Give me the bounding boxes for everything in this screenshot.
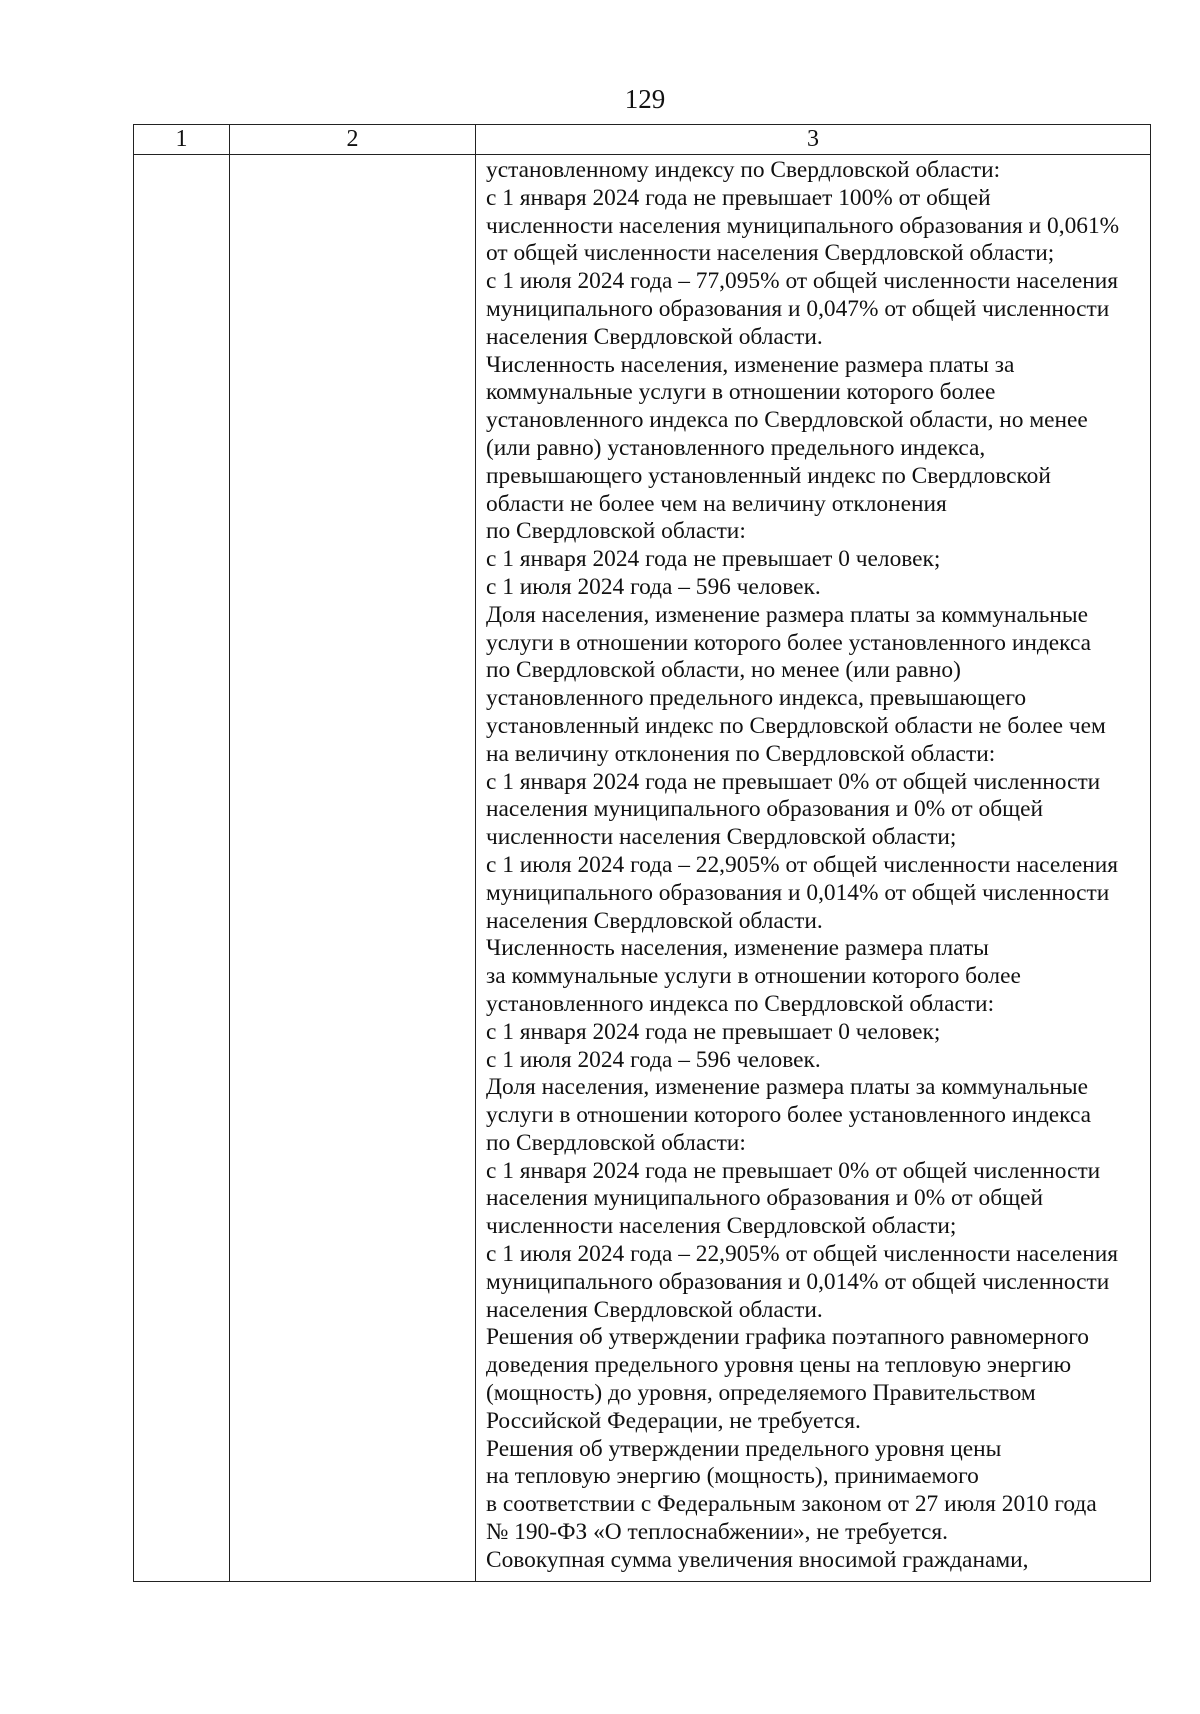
text-line: с 1 июля 2024 года – 77,095% от общей численности населения [486,268,1119,295]
document-table [133,124,1151,1582]
text-line: по Свердловской области: [486,1129,746,1156]
text-line: с 1 января 2024 года не превышает 100% от общей [486,184,991,211]
text-line: области не более чем на величину отклонения [486,490,947,517]
text-line: численности населения муниципального образования и 0,061% [486,212,1120,239]
text-line: № 190-ФЗ «О теплоснабжении», не требуется. [486,1519,948,1546]
text-line: с 1 января 2024 года не превышает 0 человек; [486,1018,941,1045]
text-line: за коммунальные услуги в отношении которого более [486,963,1021,990]
text-line: на тепловую энергию (мощность), принимаемого [486,1463,979,1490]
text-line: (мощность) до уровня, определяемого Правительством [486,1380,1036,1407]
text-line: превышающего установленный индекс по Свердловской [486,462,1051,489]
text-line: по Свердловской области: [486,518,746,545]
text-line: населения муниципального образования и 0% от общей [486,796,1044,823]
text-line: установленному индексу по Свердловской области: [486,157,1001,183]
text-line: на величину отклонения по Свердловской области: [486,740,996,767]
text-line: с 1 января 2024 года не превышает 0% от общей численности [486,1157,1101,1184]
text-line: коммунальные услуги в отношении которого более [486,379,996,406]
text-line: услуги в отношении которого более установленного индекса [486,1102,1092,1129]
text-line: доведения предельного уровня цены на тепловую энергию [486,1352,1072,1379]
text-line: Численность населения, изменение размера платы [486,935,989,962]
text-line: Доля населения, изменение размера платы за коммунальные [486,601,1088,628]
text-line: с 1 июля 2024 года – 22,905% от общей численности населения [486,851,1119,878]
text-line: с 1 июля 2024 года – 22,905% от общей численности населения [486,1241,1119,1268]
text-line: установленного индекса по Свердловской области, но менее [486,407,1088,434]
text-line: от общей численности населения Свердловской области; [486,240,1055,267]
text-line: установленный индекс по Свердловской области не более чем [486,712,1106,739]
table-header-row [134,125,1151,155]
text-line: населения Свердловской области. [486,323,823,350]
column-header-1: 1 [134,125,230,155]
page-number: 129 [624,84,666,114]
text-line: муниципального образования и 0,014% от общей численности [486,879,1110,906]
text-line: Решения об утверждении графика поэтапного равномерного [486,1324,1089,1351]
text-line: с 1 июля 2024 года – 596 человек. [486,1046,821,1073]
column-1-cell [134,155,230,1582]
text-line: с 1 января 2024 года не превышает 0 человек; [486,546,941,573]
text-line: Доля населения, изменение размера платы за коммунальные [486,1074,1088,1101]
text-line: муниципального образования и 0,047% от общей численности [486,295,1110,322]
text-line: (или равно) установленного предельного индекса, [486,434,986,461]
text-line: населения Свердловской области. [486,1296,823,1323]
text-line: муниципального образования и 0,014% от общей численности [486,1268,1110,1295]
text-line: установленного предельного индекса, превышающего [486,685,1027,712]
text-line: с 1 июля 2024 года – 596 человек. [486,573,821,600]
text-line: Российской Федерации, не требуется. [486,1407,861,1434]
column-header-2: 2 [230,125,476,155]
column-header-3: 3 [476,125,1151,155]
column-3-text-cell [476,155,1151,1582]
column-2-cell [230,155,476,1582]
text-line: установленного индекса по Свердловской области: [486,990,995,1017]
text-line: услуги в отношении которого более установленного индекса [486,629,1092,656]
text-line: населения Свердловской области. [486,907,823,934]
text-line: численности населения Свердловской области; [486,824,957,851]
text-line: Совокупная сумма увеличения вносимой гражданами, [486,1546,1029,1573]
text-line: по Свердловской области, но менее (или равно) [486,657,961,684]
table-row [134,155,1151,1582]
text-line: в соответствии с Федеральным законом от 27 июля 2010 года [486,1491,1097,1518]
text-line: Численность населения, изменение размера платы за [486,351,1015,378]
text-line: Решения об утверждении предельного уровня цены [486,1435,1002,1462]
text-line: численности населения Свердловской области; [486,1213,957,1240]
text-line: населения муниципального образования и 0% от общей [486,1185,1044,1212]
text-line: с 1 января 2024 года не превышает 0% от общей численности [486,768,1101,795]
